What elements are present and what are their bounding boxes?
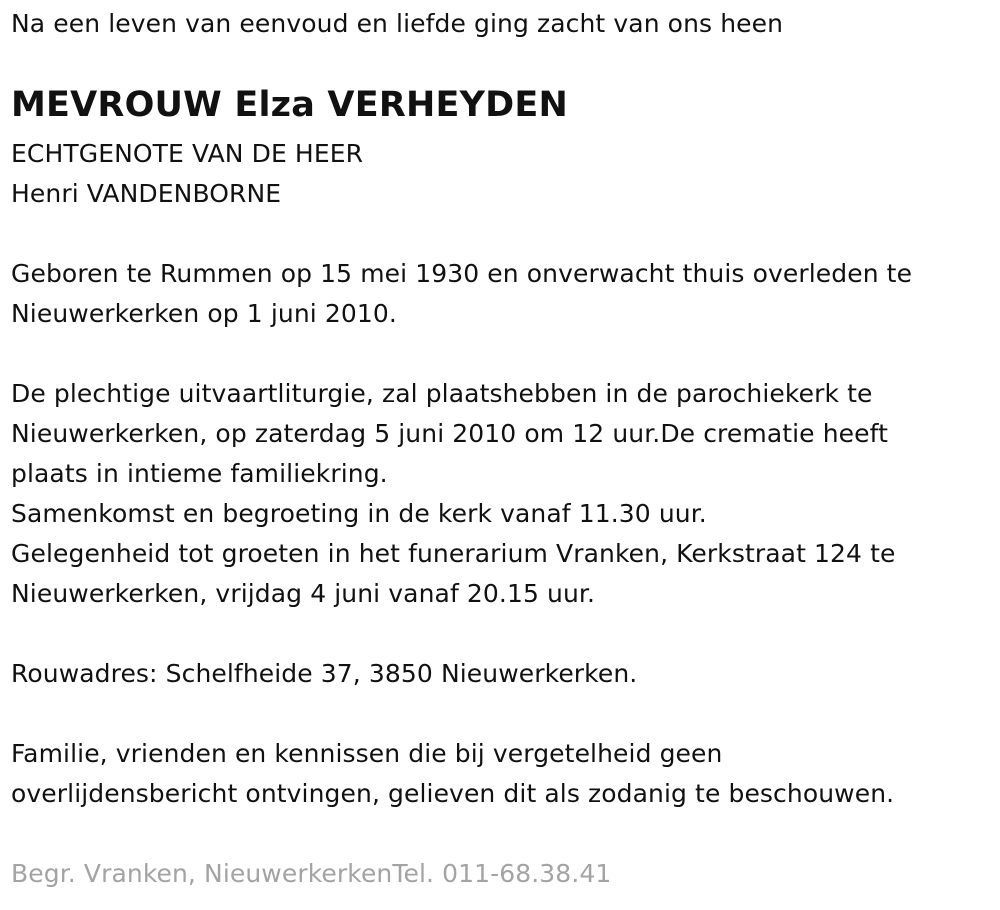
closing-line-2: overlijdensbericht ontvingen, gelieven dit als zodanig te beschouwen. [11,779,895,808]
ceremony-line-2: Nieuwerkerken, op zaterdag 5 juni 2010 om 12 uur.De crematie heeft [11,419,888,448]
ceremony-line-3: plaats in intieme familiekring. [11,459,388,488]
deceased-name: MEVROUW Elza VERHEYDEN [11,85,568,125]
closing-line-1: Familie, vrienden en kennissen die bij vergetelheid geen [11,739,723,768]
intro-text: Na een leven van eenvoud en liefde ging zacht van ons heen [11,9,784,38]
mourning-address: Rouwadres: Schelfheide 37, 3850 Nieuwerkerken. [11,659,638,688]
ceremony-line-5: Gelegenheid tot groeten in het funerarium Vranken, Kerkstraat 124 te [11,539,896,568]
spouse-name: Henri VANDENBORNE [11,179,282,208]
ceremony-line-4: Samenkomst en begroeting in de kerk vanaf 11.30 uur. [11,499,707,528]
spouse-title: ECHTGENOTE VAN DE HEER [11,139,364,168]
ceremony-line-6: Nieuwerkerken, vrijdag 4 juni vanaf 20.15 uur. [11,579,596,608]
birth-death-line-1: Geboren te Rummen op 15 mei 1930 en onverwacht thuis overleden te [11,259,913,288]
funeral-home-footer: Begr. Vranken, NieuwerkerkenTel. 011-68.38.41 [11,859,612,888]
birth-death-line-2: Nieuwerkerken op 1 juni 2010. [11,299,397,328]
ceremony-line-1: De plechtige uitvaartliturgie, zal plaatshebben in de parochiekerk te [11,379,873,408]
